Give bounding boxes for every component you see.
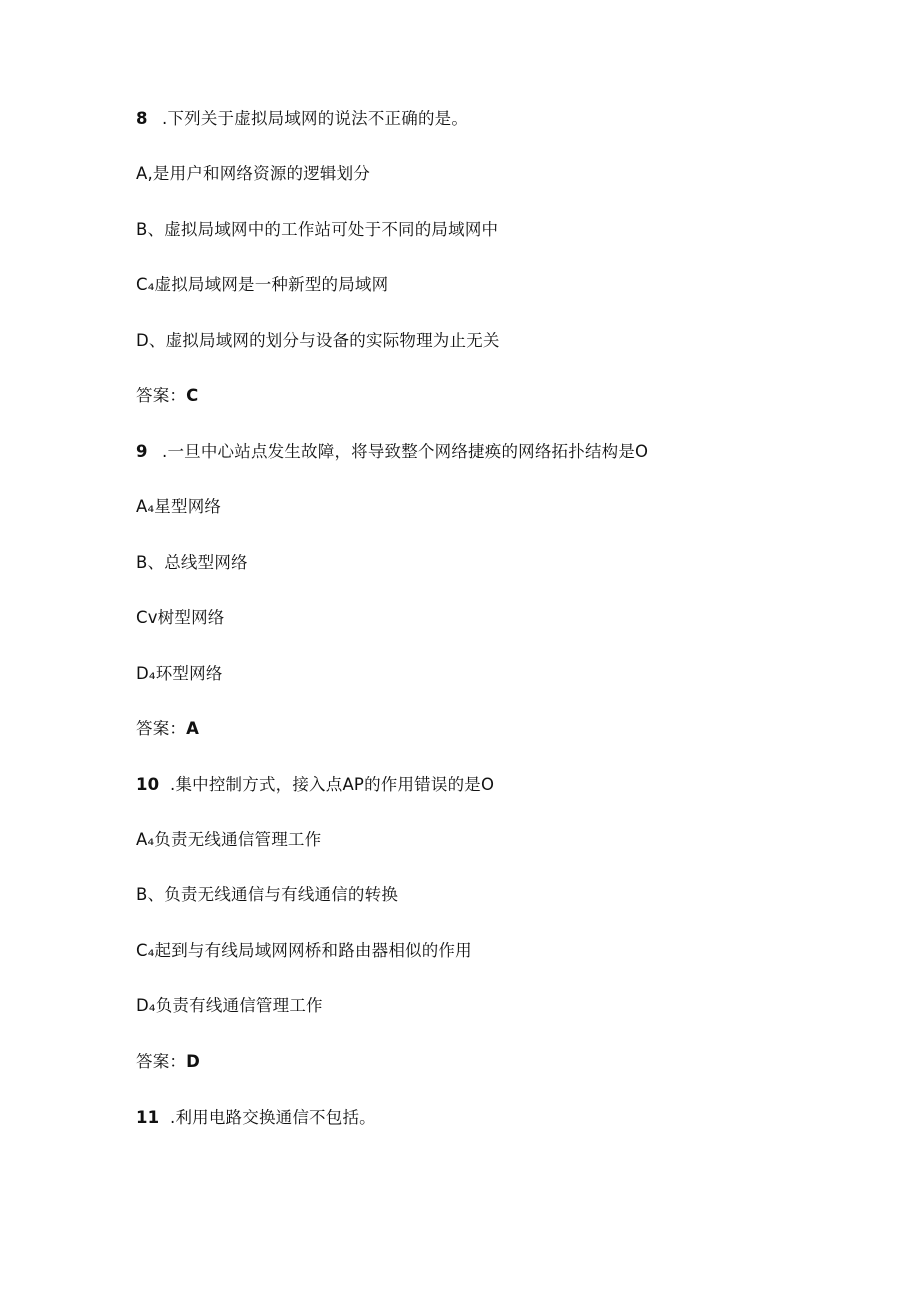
question-number: 10 bbox=[136, 775, 160, 794]
question-10-stem bbox=[136, 774, 494, 796]
answer-value: D bbox=[186, 1052, 201, 1071]
question-9-option-d: D₄环型网络 bbox=[136, 664, 223, 683]
answer-label: 答案： bbox=[136, 386, 187, 405]
question-text: .集中控制方式，接入点AP的作用错误的是O bbox=[170, 775, 495, 794]
question-8-option-d: D、虚拟局域网的划分与设备的实际物理为止无关 bbox=[136, 331, 500, 350]
question-8-answer bbox=[136, 385, 198, 407]
question-8-option-b: B、虚拟局域网中的工作站可处于不同的局域网中 bbox=[136, 220, 499, 239]
question-9-answer bbox=[136, 718, 199, 740]
answer-value: C bbox=[186, 386, 199, 405]
answer-label: 答案： bbox=[136, 1052, 187, 1071]
question-number: 8 bbox=[136, 109, 148, 128]
answer-label: 答案： bbox=[136, 719, 187, 738]
question-9-stem bbox=[136, 441, 648, 463]
question-10-answer bbox=[136, 1051, 200, 1073]
question-number: 11 bbox=[136, 1108, 160, 1127]
question-9-option-b: B、总线型网络 bbox=[136, 553, 248, 572]
question-10-option-a: A₄负责无线通信管理工作 bbox=[136, 830, 322, 849]
question-8-option-c: C₄虚拟局域网是一种新型的局域网 bbox=[136, 275, 389, 294]
question-9-option-a: A₄星型网络 bbox=[136, 497, 222, 516]
question-9-option-c: Cv树型网络 bbox=[136, 608, 225, 627]
question-10-option-c: C₄起到与有线局域网网桥和路由器相似的作用 bbox=[136, 941, 472, 960]
answer-value: A bbox=[186, 719, 200, 738]
question-10-option-b: B、负责无线通信与有线通信的转换 bbox=[136, 885, 399, 904]
question-11-stem bbox=[136, 1107, 376, 1129]
question-8-option-a: A,是用户和网络资源的逻辑划分 bbox=[136, 164, 371, 183]
question-number: 9 bbox=[136, 442, 148, 461]
question-10-option-d: D₄负责有线通信管理工作 bbox=[136, 996, 323, 1015]
question-text: .利用电路交换通信不包括。 bbox=[170, 1108, 376, 1127]
question-text: .一旦中心站点发生故障，将导致整个网络捷痪的网络拓扑结构是O bbox=[162, 442, 649, 461]
question-8-stem bbox=[136, 108, 468, 130]
question-text: .下列关于虚拟局域网的说法不正确的是。 bbox=[162, 109, 469, 128]
